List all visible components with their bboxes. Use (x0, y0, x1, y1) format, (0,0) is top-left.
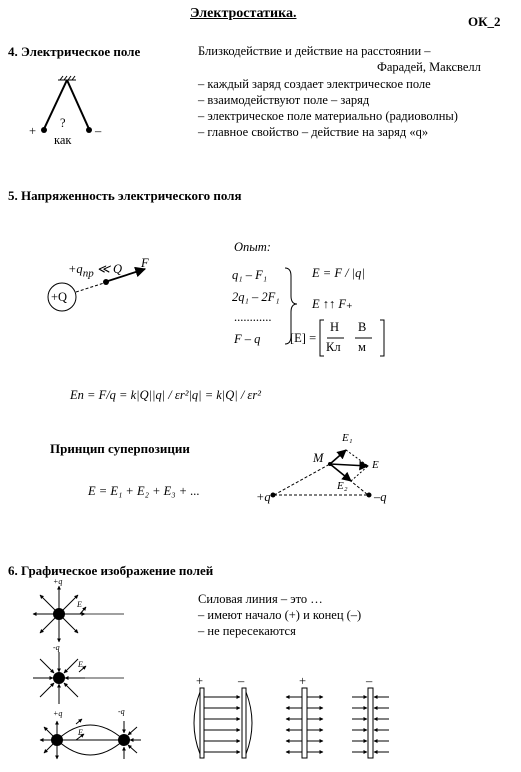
s6-line1: Силовая линия – это … (198, 592, 323, 606)
section-6-heading: 6. Графическое изображение полей (8, 563, 214, 578)
exp-row-4: F – q (234, 332, 261, 346)
superposition-formula: E = E₁ + E₂ + E₃ + ... (88, 484, 200, 498)
unit-v: В (358, 320, 367, 334)
pendulum-minus: – (95, 124, 102, 138)
experiment-label: Опыт: (234, 240, 271, 254)
pendulum-how: как (54, 133, 72, 147)
section-5-heading: 5. Напряженность электрического поля (8, 188, 242, 203)
exp-row-1: q₁ – F₁ (232, 268, 268, 282)
page-code: ОК_2 (468, 14, 501, 29)
point-field-formula: Eп = F/q = k|Q||q| / εr²|q| = k|Q| / εr² (70, 388, 261, 402)
s4-line2: Фарадей, Максвелл (377, 60, 481, 74)
dipole-minus-q: -q (118, 707, 125, 716)
positive-plate-field (286, 688, 323, 758)
plate-minus: – (366, 674, 373, 688)
exp-row-3: ............ (234, 310, 272, 324)
s6-line3: – не пересекаются (198, 624, 296, 638)
field-minus-q: -q (53, 643, 60, 652)
unit-m: м (358, 340, 366, 354)
force-label: F (141, 256, 149, 270)
capacitor-field (194, 688, 252, 758)
units-lhs: [E] = (290, 331, 317, 345)
s6-line2: – имеют начало (+) и конец (–) (198, 608, 362, 622)
unit-kl: Кл (326, 340, 341, 354)
s4-line1: Близкодействие и действие на расстоянии – (198, 44, 431, 58)
pendulum-figure (41, 76, 92, 133)
unit-n: Н (330, 320, 340, 334)
s4-bullet-3: – электрическое поле материально (радиоволны) (198, 109, 458, 123)
e1-label: E₁ (342, 432, 353, 444)
section-4-heading: 4. Электрическое поле (8, 44, 141, 59)
field-e-2: E (78, 660, 83, 669)
minus-q-label: –q (374, 490, 387, 504)
negative-plate-field (352, 688, 389, 758)
plate-plus: + (299, 674, 307, 688)
plus-q-label: +q (256, 490, 271, 504)
exp-row-2: 2q₁ – 2F₁ (232, 290, 280, 304)
dipole-plus-q: +q (53, 709, 63, 718)
pendulum-question: ? (60, 116, 66, 130)
field-plus-q: +q (53, 577, 63, 586)
capacitor-plus: + (196, 674, 204, 688)
test-charge-label: $+q_{пр}$ ≪ Q (68, 262, 123, 280)
capacitor-minus: – (238, 674, 245, 688)
positive-charge-field (33, 586, 124, 642)
s4-bullet-1: – каждый заряд создает электрическое поле (198, 77, 431, 91)
field-e-1: E (77, 600, 82, 609)
source-charge-label: +Q (51, 290, 68, 304)
e2-label: E₂ (337, 480, 348, 492)
superposition-heading: Принцип суперпозиции (50, 441, 190, 456)
formula-e: E = F / |q| (312, 266, 365, 280)
s4-bullet-2: – взаимодействуют поле – заряд (198, 93, 370, 107)
dipole-e: E (78, 728, 83, 737)
s4-bullet-4: – главное свойство – действие на заряд «q» (198, 125, 429, 139)
formula-direction: E ↑↑ F₊ (312, 297, 353, 311)
dipole-field (40, 719, 141, 759)
pendulum-plus: + (29, 124, 37, 138)
point-m-label: M (313, 451, 324, 465)
page-title: Электростатика. (190, 6, 297, 21)
e-label: E (372, 459, 379, 471)
